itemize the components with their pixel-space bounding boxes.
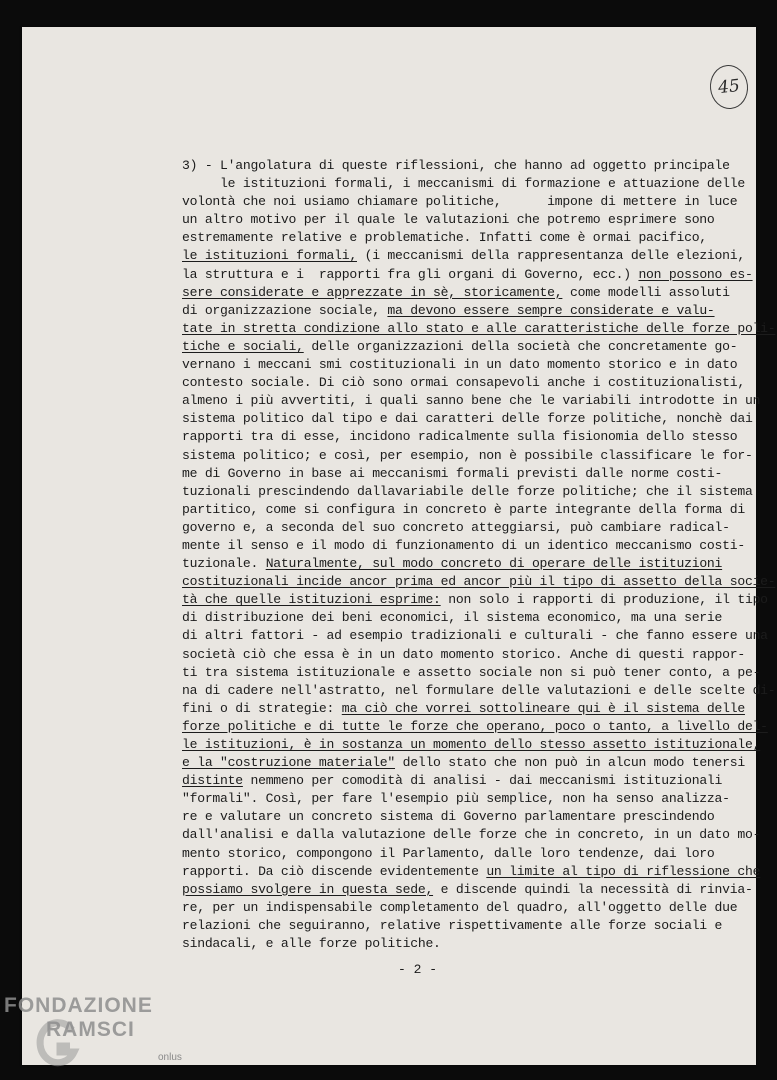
text-line [182, 211, 754, 229]
text-line [182, 826, 761, 844]
document-page [22, 27, 776, 1065]
text-segment: fini o di strategie: [182, 700, 342, 716]
text-segment: vernano i meccani smi costituzionali in un dato momento storico e in dato [182, 357, 738, 373]
underlined-text: e la "costruzione materiale" [182, 755, 396, 771]
text-line [182, 447, 754, 465]
text-segment: società ciò che essa è in un dato momento storico. Anche di questi rappor- [182, 646, 745, 662]
text-segment: non solo i rapporti di produzione, il tipo [440, 592, 768, 608]
text-segment: re e valutare un concreto sistema di Governo parlamentare prescindendo [182, 809, 715, 825]
underlined-text: tiche e sociali, [182, 338, 304, 354]
underlined-text: tà che quelle istituzioni esprime: [182, 592, 441, 608]
text-line [182, 465, 754, 483]
text-line [182, 428, 754, 446]
text-segment: 3) - L'angolatura di queste riflessioni, che hanno ad oggetto principale [182, 158, 730, 173]
underlined-text: distinte [182, 773, 243, 789]
text-line [182, 392, 761, 410]
text-line [182, 483, 754, 501]
text-segment: e discende quindi la necessità di rinvia- [433, 881, 753, 897]
text-line [182, 229, 754, 247]
text-line [182, 573, 776, 591]
text-segment: dall'analisi e dalla valutazione delle forze che in concreto, in un dato mo- [182, 827, 761, 843]
text-segment: un altro motivo per il quale le valutazioni che potremo esprimere sono [182, 212, 715, 228]
text-segment: dello stato che non può in alcun modo tenersi [395, 755, 745, 771]
text-segment: relazioni che seguiranno, relative rispettivamente alle forze sociali e [182, 917, 723, 933]
text-line [182, 627, 768, 645]
text-segment: mente il senso e il modo di funzionamento di un identico meccanismo costi- [182, 537, 745, 553]
underlined-text: tate in stretta condizione allo stato e alle caratteristiche delle forze poli- [182, 320, 776, 336]
text-segment: come modelli assoluti [562, 284, 730, 300]
text-line [182, 646, 754, 664]
page-footer-number: - 2 - [398, 962, 438, 977]
text-line [182, 935, 754, 953]
text-segment: governo e, a seconda del suo concreto atteggiarsi, può cambiare radical- [182, 519, 730, 535]
text-segment: "formali". Così, per fare l'esempio più semplice, non ha senso analizza- [182, 791, 730, 807]
text-line [182, 808, 754, 826]
text-line [182, 700, 754, 718]
text-segment: volontà che noi usiamo chiamare politiche, impone di mettere in luce [182, 194, 738, 210]
circled-page-number: 45 [708, 63, 750, 111]
text-line [182, 718, 768, 736]
text-segment: me di Governo in base ai meccanismi formali previsti dalle norme costi- [182, 465, 723, 481]
text-line [182, 175, 754, 193]
watermark-line1: FONDAZIONE [4, 994, 153, 1017]
text-segment: almeno i più avvertiti, i quali sanno bene che le variabili introdotte in un [182, 393, 761, 409]
text-segment: nemmeno per comodità di analisi - dai meccanismi istituzionali [242, 773, 723, 789]
text-segment: (i meccanismi della rappresentanza delle elezioni, [356, 248, 745, 264]
text-line [182, 266, 754, 284]
text-line [182, 899, 754, 917]
underlined-text: ma devono essere sempre considerate e valu- [387, 302, 715, 318]
text-segment: partitico, come si configura in concreto è parte integrante della forma di [182, 501, 745, 517]
text-line [182, 863, 761, 881]
text-line [182, 845, 754, 863]
underlined-text: ma ciò che vorrei sottolineare qui è il sistema delle [341, 700, 745, 716]
text-line [182, 356, 754, 374]
text-segment: ti tra sistema istituzionale e assetto sociale non si può tener conto, a pe- [182, 664, 761, 680]
text-line [182, 410, 754, 428]
text-line [182, 682, 776, 700]
text-segment: estremamente relative e problematiche. Infatti come è ormai pacifico, [182, 230, 707, 246]
text-line [182, 591, 768, 609]
text-segment: la struttura e i rapporti fra gli organi di Governo, ecc.) [182, 266, 639, 282]
text-segment: mento storico, compongono il Parlamento, dalle loro tendenze, dai loro [182, 845, 715, 861]
body-paragraph [182, 157, 776, 953]
text-segment: rapporti tra di esse, incidono radicalmente sulla fisionomia dello stesso [182, 429, 738, 445]
text-segment: di distribuzione dei beni economici, il sistema economico, ma una serie [182, 610, 723, 626]
text-line [182, 664, 761, 682]
text-segment: le istituzioni formali, i meccanismi di formazione e attuazione delle [182, 176, 745, 192]
text-segment: sistema politico; e così, per esempio, non è possibile classificare le for- [182, 447, 753, 463]
text-segment: sindacali, e alle forze politiche. [182, 936, 441, 952]
text-line [182, 790, 754, 808]
underlined-text: non possono es- [638, 266, 753, 282]
text-line [182, 519, 754, 537]
watermark-line2: RAMSCI [46, 1018, 135, 1041]
underlined-text: forze politiche e di tutte le forze che operano, poco o tanto, a livello del- [182, 718, 768, 734]
text-line [182, 374, 754, 392]
text-line [182, 501, 754, 519]
text-line [182, 537, 754, 555]
underlined-text: Naturalmente, sul modo concreto di operare delle istituzioni [265, 556, 723, 572]
underlined-text: sere considerate e apprezzate in sè, storicamente, [182, 284, 563, 300]
text-segment: tuzionali prescindendo dallavariabile delle forze politiche; che il sistema [182, 483, 753, 499]
text-segment: rapporti. Da ciò discende evidentemente [182, 863, 487, 879]
text-line [182, 247, 754, 265]
text-line [182, 772, 754, 790]
text-line [182, 284, 754, 302]
text-line [182, 555, 754, 573]
text-line [182, 881, 754, 899]
text-segment: re, per un indispensabile completamento del quadro, all'oggetto delle due [182, 899, 738, 915]
text-segment: delle organizzazioni della società che concretamente go- [303, 338, 738, 354]
underlined-text: le istituzioni, è in sostanza un momento dello stesso assetto istituzionale, [182, 737, 761, 752]
text-line [182, 609, 754, 627]
text-line [182, 157, 754, 175]
underlined-text: le istituzioni formali, [182, 248, 357, 264]
text-segment: di organizzazione sociale, [182, 302, 388, 318]
text-segment: tuzionale. [182, 556, 266, 572]
text-segment: di altri fattori - ad esempio tradizionali e culturali - che fanno essere una [182, 628, 768, 644]
underlined-text: costituzionali incide ancor prima ed ancor più il tipo di assetto della socie- [182, 574, 776, 590]
text-line [182, 338, 754, 356]
text-segment: na di cadere nell'astratto, nel formulare delle valutazioni e delle scelte di- [182, 682, 776, 698]
text-segment: contesto sociale. Di ciò sono ormai consapevoli anche i costituzionalisti, [182, 375, 745, 391]
underlined-text: un limite al tipo di riflessione che [486, 863, 761, 879]
text-line [182, 193, 754, 211]
underlined-text: possiamo svolgere in questa sede, [182, 881, 434, 897]
text-segment: sistema politico dal tipo e dai caratteri delle forze politiche, nonchè dai [182, 411, 753, 427]
text-line [182, 320, 776, 338]
watermark-suffix: onlus [158, 1052, 182, 1063]
text-line [182, 736, 761, 754]
text-line [182, 917, 754, 935]
text-line [182, 302, 754, 320]
watermark [4, 994, 153, 1042]
text-line [182, 754, 754, 772]
